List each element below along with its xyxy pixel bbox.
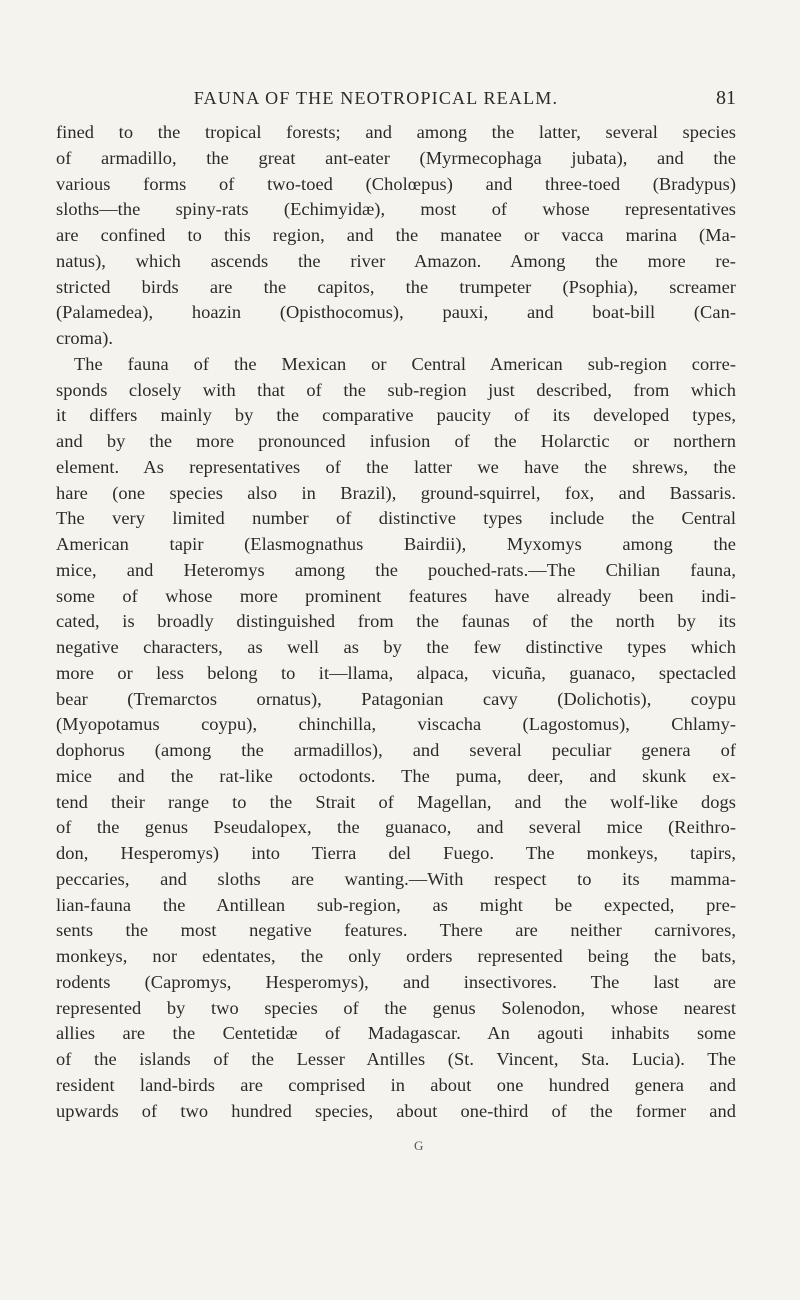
text-line: element. As representatives of the latter we have the shrews, the: [56, 456, 736, 477]
text-line: fined to the tropical forests; and among the latter, several species: [56, 122, 736, 142]
text-line: American tapir (Elasmognathus Bairdii), Myxomys among the: [56, 534, 736, 554]
body-text: [56, 120, 736, 1124]
text-line: of armadillo, the great ant-eater (Myrmecophaga jubata), and the: [56, 147, 736, 168]
text-line: bear (Tremarctos ornatus), Patagonian cavy (Dolichotis), coypu: [56, 688, 736, 709]
text-line: tend their range to the Strait of Magellan, and the wolf-like dogs: [56, 791, 736, 812]
text-line: are confined to this region, and the manatee or vacca marina (Ma-: [56, 225, 736, 245]
text-line: of the islands of the Lesser Antilles (St. Vincent, Sta. Lucia). The: [56, 1049, 736, 1069]
text-line: and by the more pronounced infusion of the Holarctic or northern: [56, 431, 736, 451]
text-line: lian-fauna the Antillean sub-region, as might be expected, pre-: [56, 894, 736, 915]
running-head: [56, 86, 736, 110]
text-line: monkeys, nor edentates, the only orders represented being the bats,: [56, 946, 736, 966]
text-line: some of whose more prominent features have already been indi-: [56, 585, 736, 606]
text-line: sents the most negative features. There are neither carnivores,: [56, 920, 736, 941]
text-line: don, Hesperomys) into Tierra del Fuego. The monkeys, tapirs,: [56, 843, 736, 863]
text-line: The fauna of the Mexican or Central American sub-region corre-: [74, 353, 736, 374]
text-line: peccaries, and sloths are wanting.—With respect to its mamma-: [56, 868, 736, 889]
text-line: hare (one species also in Brazil), ground-squirrel, fox, and Bassaris.: [56, 482, 736, 503]
text-line: croma).: [56, 328, 114, 348]
signature-mark: G: [414, 1138, 425, 1153]
text-line: dophorus (among the armadillos), and several peculiar genera of: [56, 740, 736, 760]
text-line: natus), which ascends the river Amazon. Among the more re-: [56, 250, 736, 271]
text-line: allies are the Centetidæ of Madagascar. An agouti inhabits some: [56, 1023, 736, 1044]
text-line: cated, is broadly distinguished from the faunas of the north by its: [56, 611, 736, 632]
page-number: 81: [716, 87, 736, 109]
text-line: mice, and Heteromys among the pouched-rats.—The Chilian fauna,: [56, 559, 736, 580]
text-line: sponds closely with that of the sub-region just described, from which: [56, 379, 736, 400]
text-line: resident land-birds are comprised in about one hundred genera and: [56, 1074, 736, 1095]
text-line: The very limited number of distinctive types include the Central: [56, 508, 736, 529]
text-line: rodents (Capromys, Hesperomys), and insectivores. The last are: [56, 971, 736, 992]
text-line: various forms of two-toed (Cholœpus) and three-toed (Bradypus): [56, 173, 736, 194]
text-line: it differs mainly by the comparative paucity of its developed types,: [56, 405, 736, 426]
text-line: mice and the rat-like octodonts. The puma, deer, and skunk ex-: [56, 765, 736, 786]
text-line: stricted birds are the capitos, the trumpeter (Psophia), screamer: [56, 276, 736, 297]
text-line: upwards of two hundred species, about one-third of the former and: [56, 1100, 736, 1121]
text-line: of the genus Pseudalopex, the guanaco, and several mice (Reithro-: [56, 817, 736, 838]
text-line: (Myopotamus coypu), chinchilla, viscacha (Lagostomus), Chlamy-: [56, 714, 736, 735]
text-line: represented by two species of the genus Solenodon, whose nearest: [56, 997, 736, 1018]
text-line: (Palamedea), hoazin (Opisthocomus), pauxi, and boat-bill (Can-: [56, 302, 736, 323]
text-line: more or less belong to it—llama, alpaca, vicuña, guanaco, spectacled: [56, 662, 736, 683]
text-line: sloths—the spiny-rats (Echimyidæ), most of whose representatives: [56, 199, 736, 220]
running-title: FAUNA OF THE NEOTROPICAL REALM.: [193, 88, 559, 108]
text-line: negative characters, as well as by the few distinctive types which: [56, 637, 736, 657]
